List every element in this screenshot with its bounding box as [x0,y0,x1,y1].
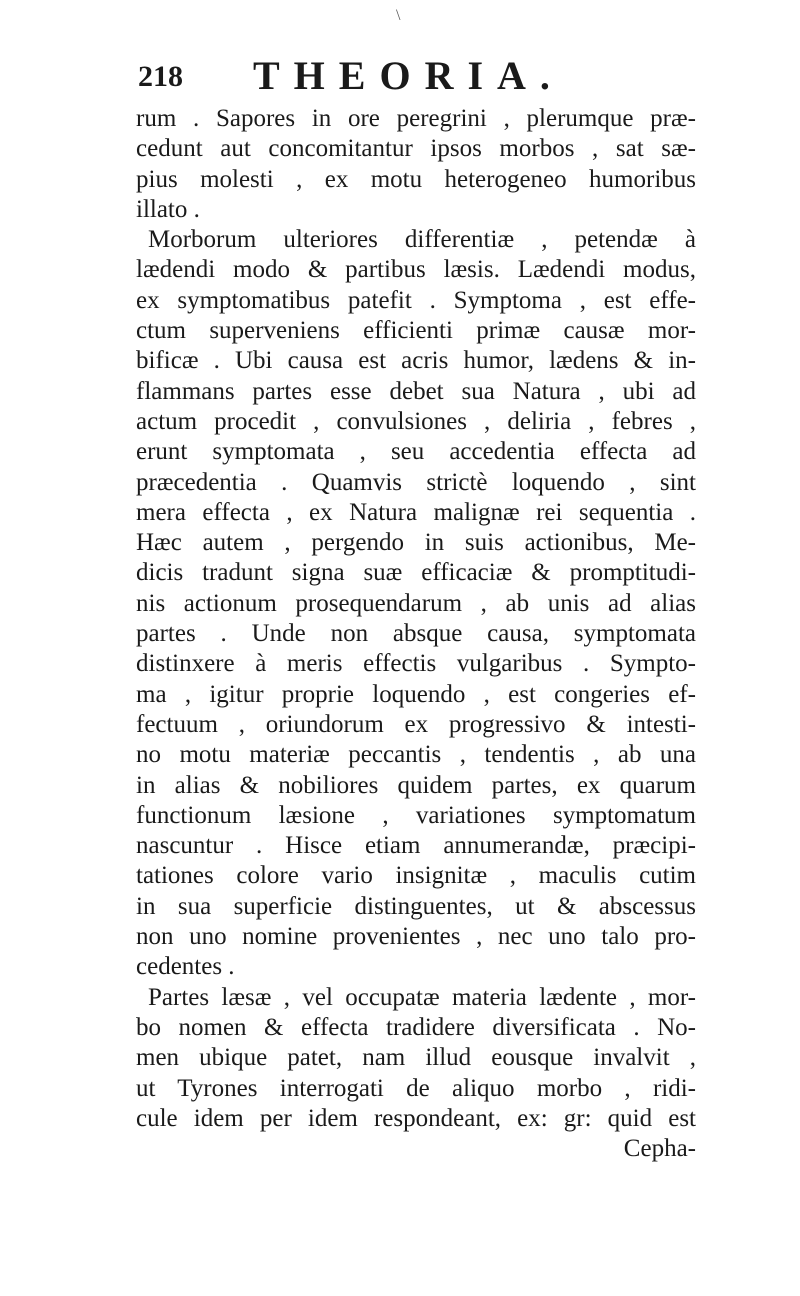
text-line: nascuntur . Hisce etiam annumerandæ, præcipi- [136,832,696,860]
text-line: fectuum , oriundorum ex progressivo & intesti- [136,710,696,738]
text-line: præcedentia . Quamvis strictè loquendo , sint [136,468,696,496]
text-line: cule idem per idem respondeant, ex: gr: quid est [136,1104,696,1132]
text-line: mera effecta , ex Natura malignæ rei sequentia . [136,498,696,526]
text-line: flammans partes esse debet sua Natura , ubi ad [136,377,696,405]
text-line: bificæ . Ubi causa est acris humor, lædens & in- [136,347,696,375]
text-line: ctum superveniens efficienti primæ causæ mor- [136,317,696,345]
text-line: no motu materiæ peccantis , tendentis , ab una [136,741,696,769]
page-header [138,53,698,98]
catchword: Cepha- [623,1135,696,1163]
margin-mark: \ [396,7,401,24]
text-line: non uno nomine provenientes , nec uno talo pro- [136,923,696,951]
page-number: 218 [138,60,183,93]
text-line: in alias & nobiliores quidem partes, ex quarum [136,771,696,799]
text-line: partes . Unde non absque causa, symptomata [136,620,696,648]
text-line: bo nomen & effecta tradidere diversificata . No- [136,1013,696,1041]
text-line: dicis tradunt signa suæ efficaciæ & promptitudi- [136,559,696,587]
text-line: actum procedit , convulsiones , deliria , febres , [136,407,696,435]
text-line: nis actionum prosequendarum , ab unis ad alias [136,589,696,617]
text-line: ma , igitur proprie loquendo , est congeries ef- [136,680,696,708]
text-line: erunt symptomata , seu accedentia effecta ad [136,438,696,466]
text-line: men ubique patet, nam illud eousque invalvit , [136,1044,696,1072]
text-line: Hæc autem , pergendo in suis actionibus, Me- [136,529,696,557]
text-line: Morborum ulteriores differentiæ , petendæ à [148,226,696,254]
text-line: functionum læsione , variationes symptomatum [136,801,696,829]
text-line: Partes læsæ , vel occupatæ materia lædente , mor- [148,983,696,1011]
text-line: lædendi modo & partibus læsis. Lædendi modus, [136,256,696,284]
text-line: rum . Sapores in ore peregrini , plerumque præ- [136,105,696,132]
text-line: tationes colore vario insignitæ , maculis cutim [136,862,696,890]
text-line: illato . [136,195,200,223]
text-line: pius molesti , ex motu heterogeneo humoribus [136,165,696,193]
text-line: cedentes . [136,953,235,981]
text-line: cedunt aut concomitantur ipsos morbos , sat sæ- [136,135,696,163]
text-line: distinxere à meris effectis vulgaribus . Sympto- [136,650,696,678]
text-line: in sua superficie distinguentes, ut & abscessus [136,892,696,920]
text-line: ex symptomatibus patefit . Symptoma , est effe- [136,286,696,314]
text-line: ut Tyrones interrogati de aliquo morbo , ridi- [136,1074,696,1102]
running-title: THEORIA. [253,53,564,98]
body-text [136,104,696,1164]
